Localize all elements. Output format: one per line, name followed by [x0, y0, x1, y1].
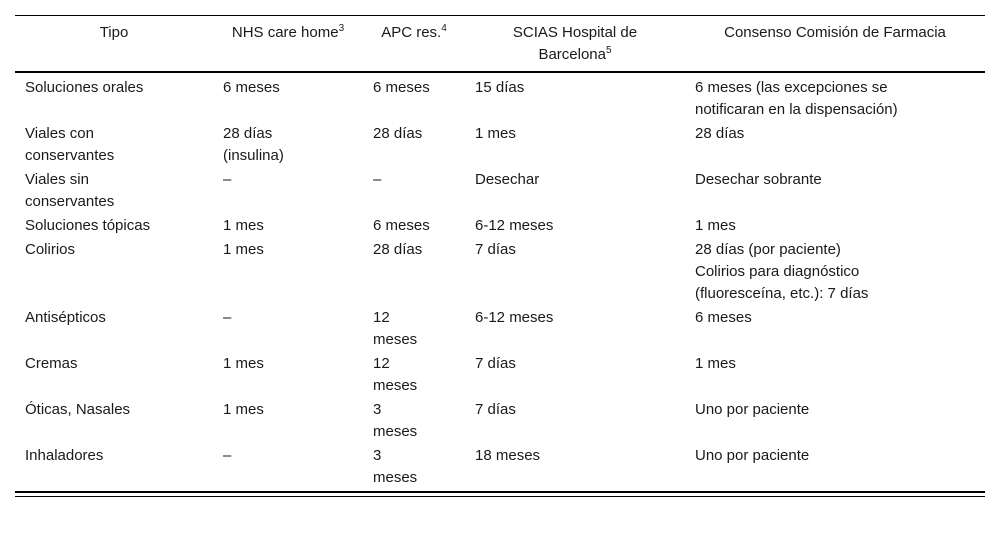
cell-consenso: Uno por paciente	[695, 447, 810, 464]
cell-apc: 28 días	[373, 241, 423, 258]
cell-nhs: –	[223, 309, 232, 326]
cell-scias: 15 días	[475, 79, 525, 96]
cell-apc: 3 meses	[373, 447, 418, 486]
cell-apc: 3 meses	[373, 401, 418, 440]
cell-tipo: Cremas	[25, 355, 78, 372]
header-scias: SCIAS Hospital de Barcelona$^5$	[512, 24, 638, 63]
cell-apc: 12 meses	[373, 309, 418, 348]
cell-consenso: Desechar sobrante	[695, 171, 822, 188]
cell-nhs: 1 mes	[223, 241, 264, 258]
cell-tipo: Óticas, Nasales	[25, 401, 131, 418]
header-apc: APC res.$^4$	[381, 23, 447, 41]
cell-apc: –	[373, 171, 382, 188]
cell-scias: 6-12 meses	[475, 309, 554, 326]
consenso-colirios-extra: Colirios para diagnóstico (fluoresceína, etc.): 7 días	[695, 263, 869, 302]
cell-scias: 1 mes	[475, 125, 516, 142]
table-body	[15, 72, 985, 491]
cell-consenso: Uno por paciente	[695, 401, 810, 418]
cell-nhs: –	[223, 447, 232, 464]
cell-nhs: 28 días (insulina)	[223, 125, 284, 164]
cell-tipo: Colirios	[25, 241, 76, 258]
table-row	[15, 213, 985, 237]
table-row	[15, 72, 985, 121]
header-nhs: NHS care home$^3$	[231, 23, 345, 41]
cell-scias: 18 meses	[475, 447, 541, 464]
cell-apc: 6 meses	[373, 217, 430, 234]
cell-nhs: 1 mes	[223, 401, 264, 418]
shelf-life-table	[15, 15, 985, 491]
cell-scias: 7 días	[475, 241, 516, 258]
cell-tipo: Soluciones orales	[25, 79, 144, 96]
cell-consenso	[685, 237, 985, 305]
cell-tipo: Viales con conservantes	[25, 125, 115, 164]
table-row	[15, 397, 985, 443]
table-bottom-rule	[15, 491, 985, 497]
table-container	[15, 15, 985, 497]
table-row	[15, 237, 985, 305]
cell-scias: 7 días	[475, 355, 516, 372]
cell-tipo: Antisépticos	[25, 309, 106, 326]
table-header	[15, 16, 985, 73]
cell-consenso: 6 meses (las excepciones se notificaran en la dispensación)	[695, 79, 898, 118]
table-row	[15, 305, 985, 351]
cell-consenso: 28 días	[695, 125, 745, 142]
cell-scias: Desechar	[475, 171, 540, 188]
cell-scias: 7 días	[475, 401, 516, 418]
cell-consenso: 6 meses	[695, 309, 752, 326]
cell-tipo: Soluciones tópicas	[25, 217, 151, 234]
cell-apc: 6 meses	[373, 79, 430, 96]
table-row	[15, 443, 985, 491]
table-row	[15, 167, 985, 213]
header-tipo: Tipo	[99, 24, 129, 41]
cell-nhs: 6 meses	[223, 79, 280, 96]
cell-apc: 12 meses	[373, 355, 418, 394]
table-row	[15, 121, 985, 167]
cell-nhs: 1 mes	[223, 355, 264, 372]
cell-consenso: 1 mes	[695, 355, 736, 372]
consenso-colirios-line: 28 días (por paciente)	[695, 241, 841, 258]
cell-scias: 6-12 meses	[475, 217, 554, 234]
cell-tipo: Viales sin conservantes	[25, 171, 115, 210]
cell-nhs: 1 mes	[223, 217, 264, 234]
cell-consenso: 1 mes	[695, 217, 736, 234]
cell-tipo: Inhaladores	[25, 447, 104, 464]
table-row	[15, 351, 985, 397]
cell-apc: 28 días	[373, 125, 423, 142]
cell-nhs: –	[223, 171, 232, 188]
header-consenso: Consenso Comisión de Farmacia	[724, 24, 946, 41]
